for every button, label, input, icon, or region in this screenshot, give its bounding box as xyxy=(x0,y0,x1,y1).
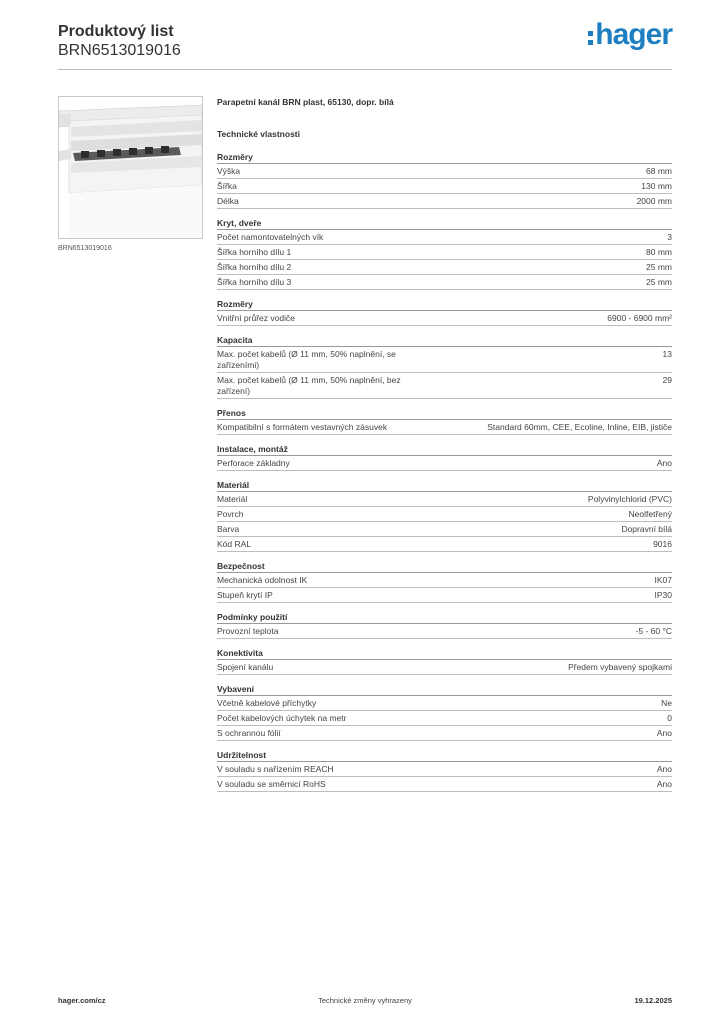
spec-section xyxy=(217,152,672,209)
section-title: Rozměry xyxy=(217,152,672,164)
spec-label: Provozní teplota xyxy=(217,626,279,636)
spec-section xyxy=(217,750,672,792)
spec-value: 3 xyxy=(667,232,672,242)
section-title: Udržitelnost xyxy=(217,750,672,762)
spec-row xyxy=(217,194,672,209)
spec-section xyxy=(217,648,672,675)
spec-section xyxy=(217,561,672,603)
spec-value: Standard 60mm, CEE, Ecoline, Inline, EIB, jističe xyxy=(487,422,672,432)
section-title: Kryt, dveře xyxy=(217,218,672,230)
spec-row xyxy=(217,660,672,675)
spec-section xyxy=(217,335,672,399)
document-title: Produktový list xyxy=(58,23,174,40)
footer-date: 19.12.2025 xyxy=(634,996,672,1005)
spec-section xyxy=(217,444,672,471)
spec-value: Předem vybavený spojkami xyxy=(568,662,672,672)
spec-value: Polyvinylchlorid (PVC) xyxy=(587,494,672,504)
spec-section xyxy=(217,684,672,741)
spec-row xyxy=(217,507,672,522)
product-sku: BRN6513019016 xyxy=(58,42,181,59)
spec-row xyxy=(217,260,672,275)
spec-label: Kód RAL xyxy=(217,539,252,549)
image-caption: BRN6513019016 xyxy=(58,245,112,252)
spec-row xyxy=(217,456,672,471)
spec-value: Dopravní bílá xyxy=(621,524,672,534)
spec-value: 2000 mm xyxy=(636,196,672,206)
spec-value: 80 mm xyxy=(646,247,672,257)
spec-value: Ano xyxy=(656,779,672,789)
spec-value: IK07 xyxy=(654,575,672,585)
spec-row xyxy=(217,420,672,435)
spec-label: Mechanická odolnost IK xyxy=(217,575,308,585)
spec-label: V souladu se směrnicí RoHS xyxy=(217,779,326,789)
spec-row xyxy=(217,492,672,507)
tech-properties-heading: Technické vlastnosti xyxy=(217,129,300,139)
product-name: Parapetní kanál BRN plast, 65130, dopr. bílá xyxy=(217,97,394,107)
product-image xyxy=(58,96,203,239)
logo-dots-icon xyxy=(588,31,593,45)
spec-label: Délka xyxy=(217,196,239,206)
spec-label: Max. počet kabelů (Ø 11 mm, 50% naplnění, se zařízeními) xyxy=(217,349,396,370)
spec-row xyxy=(217,777,672,792)
spec-label: Spojení kanálu xyxy=(217,662,274,672)
spec-row xyxy=(217,311,672,326)
footer-website-link[interactable]: hager.com/cz xyxy=(58,996,106,1005)
spec-row xyxy=(217,522,672,537)
spec-row xyxy=(217,164,672,179)
spec-section xyxy=(217,612,672,639)
spec-row xyxy=(217,711,672,726)
section-title: Rozměry xyxy=(217,299,672,311)
spec-label: Počet namontovatelných vík xyxy=(217,232,324,242)
spec-label: Perforace základny xyxy=(217,458,290,468)
main-content xyxy=(217,97,672,801)
section-title: Vybavení xyxy=(217,684,672,696)
spec-row xyxy=(217,373,672,399)
spec-row xyxy=(217,537,672,552)
section-title: Přenos xyxy=(217,408,672,420)
spec-value: Ano xyxy=(656,458,672,468)
spec-row xyxy=(217,230,672,245)
spec-section xyxy=(217,408,672,435)
spec-row xyxy=(217,696,672,711)
spec-row xyxy=(217,179,672,194)
spec-value: 25 mm xyxy=(646,262,672,272)
spec-label: Včetně kabelové příchytky xyxy=(217,698,317,708)
spec-value: 25 mm xyxy=(646,277,672,287)
spec-label: Počet kabelových úchytek na metr xyxy=(217,713,347,723)
spec-section xyxy=(217,299,672,326)
spec-row xyxy=(217,588,672,603)
spec-label: Stupeň krytí IP xyxy=(217,590,273,600)
section-title: Bezpečnost xyxy=(217,561,672,573)
spec-label: Šířka horního dílu 1 xyxy=(217,247,292,257)
spec-value: -5 - 60 °C xyxy=(635,626,672,636)
page-header xyxy=(58,18,672,70)
section-title: Podmínky použití xyxy=(217,612,672,624)
spec-label: Materiál xyxy=(217,494,248,504)
spec-row xyxy=(217,275,672,290)
spec-value: 29 xyxy=(662,375,672,385)
spec-value: IP30 xyxy=(654,590,672,600)
spec-row xyxy=(217,624,672,639)
spec-label: Max. počet kabelů (Ø 11 mm, 50% naplnění, bez zařízení) xyxy=(217,375,401,396)
section-title: Materiál xyxy=(217,480,672,492)
spec-row xyxy=(217,726,672,741)
footer-disclaimer: Technické změny vyhrazeny xyxy=(318,996,412,1005)
spec-row xyxy=(217,762,672,777)
section-title: Konektivita xyxy=(217,648,672,660)
spec-value: 0 xyxy=(667,713,672,723)
spec-value: 9016 xyxy=(653,539,672,549)
spec-label: Barva xyxy=(217,524,240,534)
spec-label: Výška xyxy=(217,166,241,176)
spec-row xyxy=(217,573,672,588)
spec-label: Kompatibilní s formátem vestavných zásuvek xyxy=(217,422,388,432)
spec-value: Ano xyxy=(656,728,672,738)
spec-value: 130 mm xyxy=(641,181,672,191)
spec-label: Vnitřní průřez vodiče xyxy=(217,313,295,323)
spec-label: Šířka xyxy=(217,181,237,191)
spec-label: Šířka horního dílu 2 xyxy=(217,262,292,272)
logo-text: hager xyxy=(595,18,672,51)
spec-value: 6900 - 6900 mm² xyxy=(607,313,672,323)
header-divider xyxy=(58,69,672,70)
spec-label: V souladu s nařízením REACH xyxy=(217,764,334,774)
spec-section xyxy=(217,480,672,552)
section-title: Instalace, montáž xyxy=(217,444,672,456)
spec-value: Ne xyxy=(661,698,672,708)
spec-row xyxy=(217,245,672,260)
spec-value: Neolfetřený xyxy=(628,509,672,519)
spec-section xyxy=(217,218,672,290)
spec-label: S ochrannou fólií xyxy=(217,728,281,738)
spec-value: 13 xyxy=(662,349,672,359)
spec-label: Šířka horního dílu 3 xyxy=(217,277,292,287)
spec-value: 68 mm xyxy=(646,166,672,176)
spec-value: Ano xyxy=(656,764,672,774)
section-title: Kapacita xyxy=(217,335,672,347)
spec-label: Povrch xyxy=(217,509,244,519)
spec-row xyxy=(217,347,672,373)
spec-sections xyxy=(217,152,672,792)
hager-logo[interactable] xyxy=(588,20,672,50)
